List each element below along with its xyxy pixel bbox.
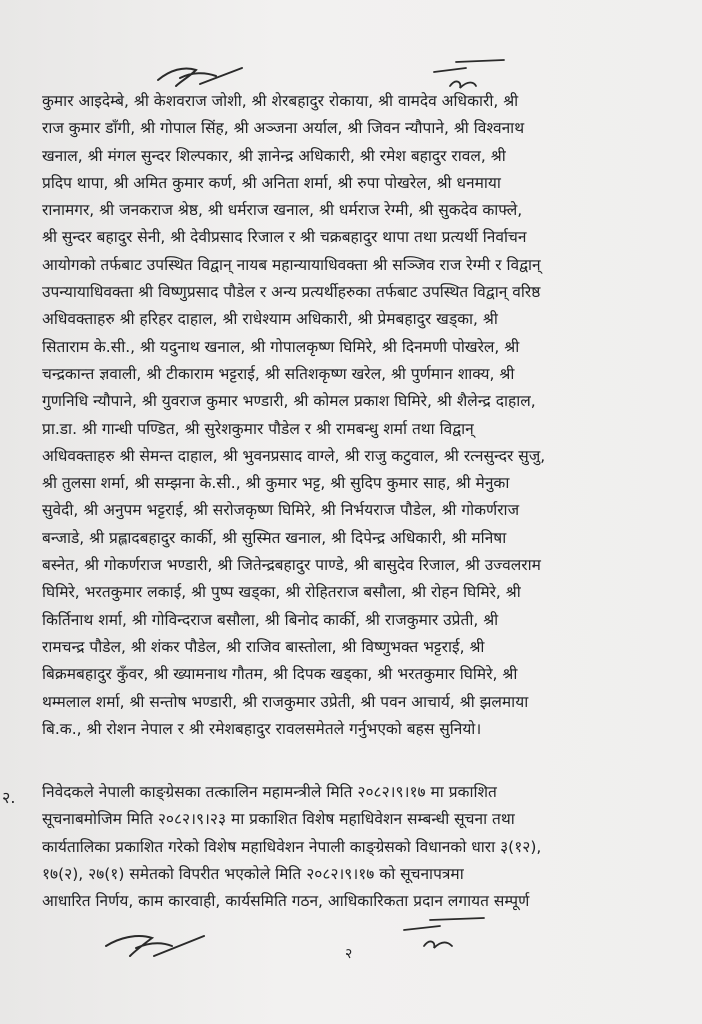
text-line: रानामगर, श्री जनकराज श्रेष्ठ, श्री धर्मराज खनाल, श्री धर्मराज रेग्मी, श्री सुकदेव काफ्ले,: [42, 201, 523, 220]
text-line: बन्जाडे, श्री प्रह्लादबहादुर कार्की, श्री सुस्मित खनाल, श्री दिपेन्द्र अधिकारी, श्री मनिषा: [42, 528, 507, 547]
text-line: श्री तुलसा शर्मा, श्री सम्झना के.सी., श्री कुमार भट्ट, श्री सुदिप कुमार साह, श्री मेनुका: [42, 474, 510, 493]
text-line: सूचनाबमोजिम मिति २०८२।९।२३ मा प्रकाशित विशेष महाधिवेशन सम्बन्धी सूचना तथा: [42, 810, 515, 829]
text-line: प्रदिप थापा, श्री अमित कुमार कर्ण, श्री अनिता शर्मा, श्री रुपा पोखरेल, श्री धनमाया: [42, 173, 501, 192]
text-line: श्री सुन्दर बहादुर सेनी, श्री देवीप्रसाद रिजाल र श्री चक्रबहादुर थापा तथा प्रत्यर्थी निर्वाचन: [42, 228, 527, 247]
text-line: बि.क., श्री रोशन नेपाल र श्री रमेशबहादुर रावलसमेतले गर्नुभएको बहस सुनियो।: [42, 719, 482, 738]
text-line: चन्द्रकान्त ज्ञवाली, श्री टीकाराम भट्टराई, श्री सतिशकृष्ण खरेल, श्री पुर्णमान शाक्य, श्री: [42, 364, 515, 383]
text-line: सुवेदी, श्री अनुपम भट्टराई, श्री सरोजकृष्ण घिमिरे, श्री निर्भयराज पौडेल, श्री गोकर्णराज: [42, 501, 520, 520]
text-line: सिताराम के.सी., श्री यदुनाथ खनाल, श्री गोपालकृष्ण घिमिरे, श्री दिनमणी पोखरेल, श्री: [42, 337, 520, 356]
text-line: रामचन्द्र पौडेल, श्री शंकर पौडेल, श्री राजिव बास्तोला, श्री विष्णुभक्त भट्टराई, श्री: [42, 637, 485, 656]
paragraph-number: २.: [2, 788, 16, 807]
text-line: थम्मलाल शर्मा, श्री सन्तोष भण्डारी, श्री राजकुमार उप्रेती, श्री पवन आचार्य, श्री झलमाया: [42, 692, 529, 711]
text-line: बस्नेत, श्री गोकर्णराज भण्डारी, श्री जितेन्द्रबहादुर पाण्डे, श्री बासुदेव रिजाल, श्री उज्वलराम: [42, 556, 541, 575]
text-line: उपन्यायाधिवक्ता श्री विष्णुप्रसाद पौडेल र अन्य प्रत्यर्थीहरुका तर्फबाट उपस्थित विद्वान् वरिष्ठ: [42, 283, 541, 302]
text-line: आयोगको तर्फबाट उपस्थित विद्वान् नायब महान्यायाधिवक्ता श्री सञ्जिव राज रेग्मी र विद्वान्: [42, 255, 541, 274]
text-line: १७(२), २७(१) समेतको विपरीत भएकोले मिति २०८२।९।१७ को सूचनापत्रमा: [42, 864, 464, 883]
text-line: कुमार आइदेम्बे, श्री केशवराज जोशी, श्री शेरबहादुर रोकाया, श्री वामदेव अधिकारी, श्री: [42, 92, 519, 110]
signature-bottom-right: [400, 912, 490, 952]
text-line: गुणनिधि न्यौपाने, श्री युवराज कुमार भण्डारी, श्री कोमल प्रकाश घिमिरे, श्री शैलेन्द्र दाहाल,: [42, 392, 536, 411]
signature-bottom-left: [100, 922, 210, 966]
text-line: निवेदकले नेपाली काङ्ग्रेसका तत्कालिन महामन्त्रीले मिति २०८२।९।१७ मा प्रकाशित: [42, 783, 497, 801]
text-line: किर्तिनाथ शर्मा, श्री गोविन्दराज बसौला, श्री बिनोद कार्की, श्री राजकुमार उप्रेती, श्री: [42, 610, 499, 629]
text-line: राज कुमार डाँगी, श्री गोपाल सिंह, श्री अञ्जना अर्याल, श्री जिवन न्यौपाने, श्री विश्वनाथ: [42, 119, 525, 138]
text-line: आधारित निर्णय, काम कारवाही, कार्यसमिति गठन, आधिकारिकता प्रदान लगायत सम्पूर्ण: [42, 892, 530, 911]
text-line: खनाल, श्री मंगल सुन्दर शिल्पकार, श्री ज्ञानेन्द्र अधिकारी, श्री रमेश बहादुर रावल, श्री: [42, 146, 506, 165]
text-line: बिक्रमबहादुर कुँवर, श्री ख्यामनाथ गौतम, श्री दिपक खड्का, श्री भरतकुमार घिमिरे, श्री: [42, 665, 518, 684]
paragraph-1: [42, 88, 672, 743]
text-line: घिमिरे, भरतकुमार लकाई, श्री पुष्प खड्का, श्री रोहितराज बसौला, श्री रोहन घिमिरे, श्री: [42, 583, 521, 602]
text-line: कार्यतालिका प्रकाशित गरेको विशेष महाधिवेशन नेपाली काङ्ग्रेसको विधानको धारा ३(१२),: [42, 837, 542, 856]
text-line: अधिवक्ताहरु श्री हरिहर दाहाल, श्री राधेश्याम अधिकारी, श्री प्रेमबहादुर खड्का, श्री: [42, 310, 498, 329]
signature-top-right: [430, 56, 510, 92]
page-number: २: [345, 946, 353, 962]
text-line: प्रा.डा. श्री गान्धी पण्डित, श्री सुरेशकुमार पौडेल र श्री रामबन्धु शर्मा तथा विद्वान्: [42, 419, 474, 438]
paragraph-2: [42, 779, 672, 915]
text-line: अधिवक्ताहरु श्री सेमन्त दाहाल, श्री भुवनप्रसाद वाग्ले, श्री राजु कटुवाल, श्री रत्नसुन्दर सुजु,: [42, 446, 546, 465]
